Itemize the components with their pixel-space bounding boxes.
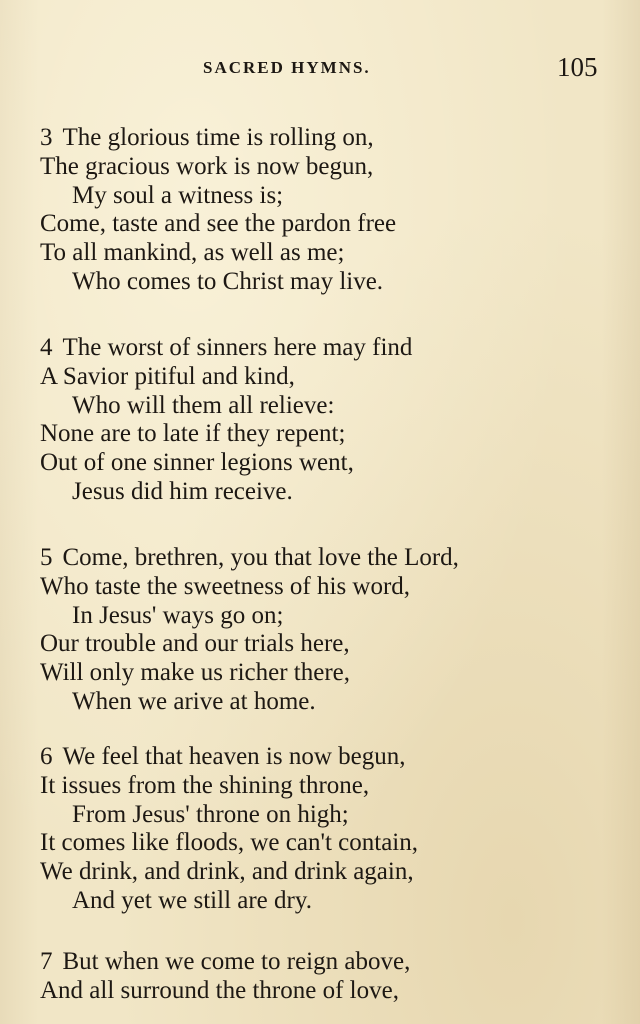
- stanza-line: None are to late if they repent;: [40, 420, 346, 448]
- stanza-line: A Savior pitiful and kind,: [40, 362, 295, 390]
- stanza-line-text: The glorious time is rolling on,: [62, 124, 374, 151]
- stanza-number: 3: [40, 124, 53, 151]
- stanza-line-text: But when we come to reign above,: [62, 948, 411, 975]
- stanza-line: In Jesus' ways go on;: [72, 601, 284, 629]
- stanza-7: [40, 948, 620, 1006]
- stanza-line: Jesus did him receive.: [72, 477, 293, 505]
- stanza-line: Come, taste and see the pardon free: [40, 210, 397, 238]
- stanza-line: Our trouble and our trials here,: [40, 630, 350, 658]
- stanza-line: To all mankind, as well as me;: [40, 239, 345, 267]
- stanza-number: 4: [40, 334, 53, 361]
- stanza-line: Who comes to Christ may live.: [72, 267, 384, 295]
- stanza-line-text: The worst of sinners here may find: [62, 334, 413, 361]
- stanza-line: Who will them all relieve:: [72, 391, 335, 419]
- stanza-line: My soul a witness is;: [72, 181, 284, 209]
- running-head-title: SACRED HYMNS.: [203, 58, 371, 77]
- stanza-line: Out of one sinner legions went,: [40, 449, 354, 477]
- stanza-line: It issues from the shining throne,: [40, 771, 370, 799]
- stanza-line-text: We feel that heaven is now begun,: [62, 743, 406, 770]
- stanza-6: [40, 743, 620, 916]
- stanza-line: [40, 948, 620, 977]
- page-number: 105: [557, 52, 598, 82]
- stanza-line: Will only make us richer there,: [40, 659, 350, 687]
- stanza-line: [40, 743, 620, 772]
- stanza-line: [40, 334, 620, 363]
- stanza-line: From Jesus' throne on high;: [72, 800, 349, 828]
- stanza-line: And yet we still are dry.: [72, 886, 312, 914]
- stanza-number: 6: [40, 743, 53, 770]
- stanza-line: And all surround the throne of love,: [40, 976, 399, 1004]
- stanza-line: [40, 544, 620, 573]
- stanza-line: It comes like floods, we can't contain,: [40, 829, 419, 857]
- stanza-line: Who taste the sweetness of his word,: [40, 572, 411, 600]
- stanza-line-text: Come, brethren, you that love the Lord,: [62, 544, 459, 571]
- stanza-number: 7: [40, 948, 53, 975]
- stanza-5: [40, 544, 620, 717]
- stanza-4: [40, 334, 620, 507]
- stanza-line: When we arive at home.: [72, 687, 316, 715]
- stanza-3: [40, 124, 620, 297]
- stanza-line: We drink, and drink, and drink again,: [40, 858, 414, 886]
- stanza-line: The gracious work is now begun,: [40, 152, 374, 180]
- stanza-number: 5: [40, 544, 53, 571]
- stanza-line: [40, 124, 620, 153]
